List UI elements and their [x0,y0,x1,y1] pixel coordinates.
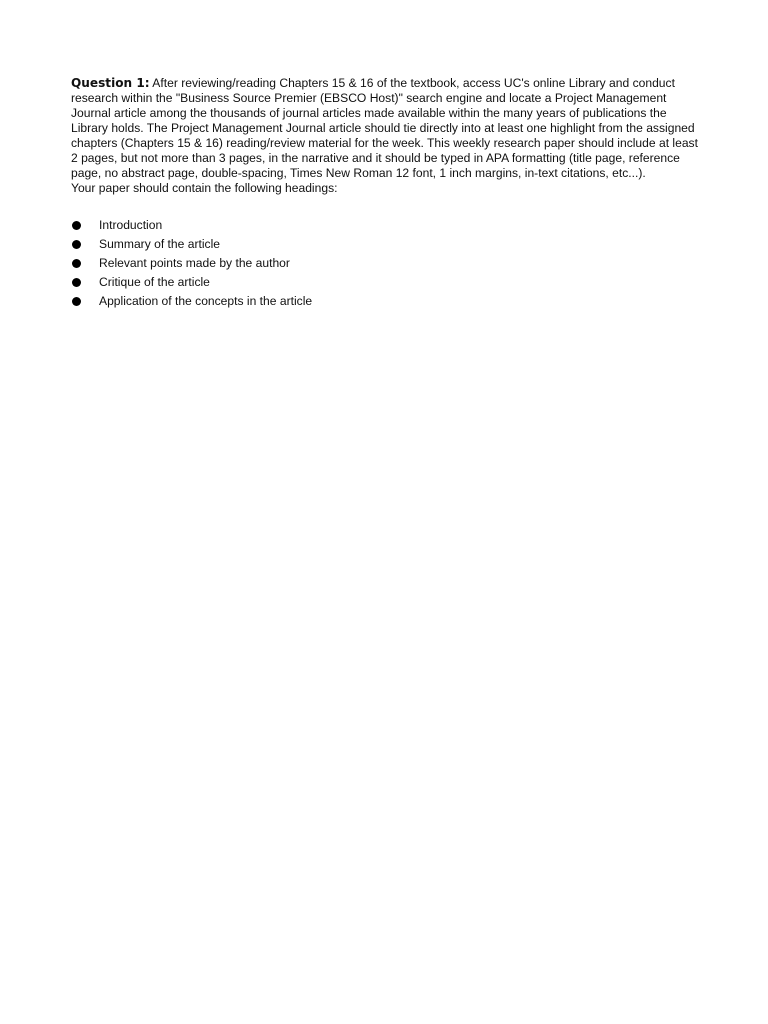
list-item [71,292,701,311]
list-item [71,254,701,273]
bullet-icon [72,278,81,287]
list-item-label: Introduction [99,218,163,232]
question-paragraph [71,76,701,181]
list-item [71,273,701,292]
list-item [71,216,701,235]
list-item-label: Relevant points made by the author [99,256,290,270]
question-label: Question 1: [71,76,150,90]
bullet-icon [72,297,81,306]
list-item [71,235,701,254]
list-item-label: Critique of the article [99,275,210,289]
list-item-label: Application of the concepts in the article [99,294,313,308]
document-page [71,76,701,311]
bullet-icon [72,221,81,230]
list-item-label: Summary of the article [99,237,220,251]
bullet-icon [72,240,81,249]
headings-list [71,216,701,311]
headings-intro: Your paper should contain the following headings: [71,181,338,195]
bullet-icon [72,259,81,268]
question-text: After reviewing/reading Chapters 15 & 16 of the textbook, access UC's online Library and conduct research within the "Business Source Premier (EBSCO Host)" search engine and locate a Project Management Journal article among the thousands of journal articles made available within the many years of publications the Library holds. The Project Management Journal article should tie directly into at least one highlight from the assigned chapters (Chapters 15 & 16) reading/review material for the week. This weekly research paper should include at least 2 pages, but not more than 3 pages, in the narrative and it should be typed in APA formatting (title page, reference page, no abstract page, double-spacing, Times New Roman 12 font, 1 inch margins, in-text citations, etc...). [71,76,698,180]
